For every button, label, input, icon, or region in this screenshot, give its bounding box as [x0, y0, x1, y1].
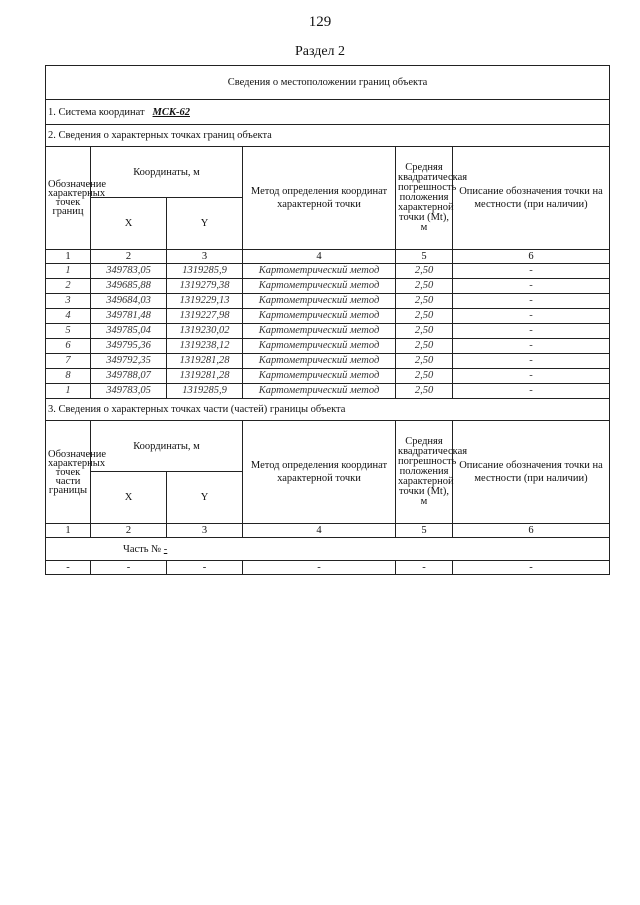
table-title: Сведения о местоположении границ объекта [46, 66, 610, 100]
accuracy-cell: 2,50 [396, 279, 453, 294]
section3-title: 3. Сведения о характерных точках части (частей) границы объекта [46, 399, 610, 421]
method-cell: Картометрический метод [243, 384, 396, 399]
coord-y-cell: 1319285,9 [167, 264, 243, 279]
description-cell: - [453, 369, 610, 384]
point-number-cell: 3 [46, 294, 91, 309]
description-cell: - [453, 354, 610, 369]
column-numbers-row [46, 524, 610, 538]
coord-x-cell: 349783,05 [91, 384, 167, 399]
coord-x-cell: 349684,03 [91, 294, 167, 309]
table-row [46, 339, 610, 354]
method-cell: Картометрический метод [243, 309, 396, 324]
header-accuracy: Средняя квадратическая погрешность положения характерной точки (Mt), м [396, 147, 453, 250]
header-description: Описание обозначения точки на местности (при наличии) [453, 147, 610, 250]
coord-y-cell: 1319281,28 [167, 369, 243, 384]
description-cell: - [453, 264, 610, 279]
accuracy-cell: 2,50 [396, 324, 453, 339]
coord-x-cell: 349685,88 [91, 279, 167, 294]
part-row [46, 538, 610, 561]
column-number: 5 [396, 524, 453, 538]
coord-y-cell: 1319230,02 [167, 324, 243, 339]
method-cell: Картометрический метод [243, 339, 396, 354]
part-empty-row [46, 561, 610, 575]
header-coordinates: Координаты, м [91, 421, 243, 472]
accuracy-cell: 2,50 [396, 369, 453, 384]
accuracy-cell: 2,50 [396, 294, 453, 309]
section-title: Раздел 2 [294, 44, 346, 59]
column-number: 4 [243, 250, 396, 264]
header-description: Описание обозначения точки на местности (при наличии) [453, 421, 610, 524]
accuracy-cell: 2,50 [396, 384, 453, 399]
coord-x-cell: 349792,35 [91, 354, 167, 369]
column-number: 1 [46, 524, 91, 538]
table-row [46, 369, 610, 384]
coord-y-cell: 1319227,98 [167, 309, 243, 324]
column-number: 1 [46, 250, 91, 264]
point-number-cell: 1 [46, 264, 91, 279]
page-number: 129 [308, 14, 332, 30]
coord-y-cell: 1319279,38 [167, 279, 243, 294]
method-cell: Картометрический метод [243, 354, 396, 369]
header-x: X [91, 198, 167, 250]
column-number: 4 [243, 524, 396, 538]
header-point-label: Обозначение характерных точек границ [46, 147, 91, 250]
accuracy-cell: 2,50 [396, 264, 453, 279]
point-number-cell: 6 [46, 339, 91, 354]
coord-x-cell: 349795,36 [91, 339, 167, 354]
empty-cell: - [243, 561, 396, 575]
point-number-cell: 1 [46, 384, 91, 399]
point-number-cell: 2 [46, 279, 91, 294]
column-number: 6 [453, 524, 610, 538]
method-cell: Картометрический метод [243, 369, 396, 384]
column-number: 5 [396, 250, 453, 264]
accuracy-cell: 2,50 [396, 354, 453, 369]
coord-x-cell: 349781,48 [91, 309, 167, 324]
header-accuracy: Средняя квадратическая погрешность положения характерной точки (Mt), м [396, 421, 453, 524]
boundary-table [45, 65, 610, 575]
table-row [46, 324, 610, 339]
coord-y-cell: 1319238,12 [167, 339, 243, 354]
point-number-cell: 8 [46, 369, 91, 384]
empty-cell: - [46, 561, 91, 575]
table-row [46, 309, 610, 324]
table-row [46, 279, 610, 294]
coordinate-system-value: МСК-62 [152, 106, 190, 118]
header-method: Метод определения координат характерной точки [243, 421, 396, 524]
table-row [46, 264, 610, 279]
description-cell: - [453, 324, 610, 339]
table-row [46, 354, 610, 369]
coord-x-cell: 349783,05 [91, 264, 167, 279]
coordinate-system-label: 1. Система координат [48, 106, 145, 118]
coord-y-cell: 1319229,13 [167, 294, 243, 309]
method-cell: Картометрический метод [243, 279, 396, 294]
table-row [46, 384, 610, 399]
point-number-cell: 5 [46, 324, 91, 339]
header-method: Метод определения координат характерной точки [243, 147, 396, 250]
accuracy-cell: 2,50 [396, 339, 453, 354]
empty-cell: - [167, 561, 243, 575]
coord-x-cell: 349788,07 [91, 369, 167, 384]
column-number: 3 [167, 524, 243, 538]
header-x: X [91, 472, 167, 524]
empty-cell: - [453, 561, 610, 575]
header-coordinates: Координаты, м [91, 147, 243, 198]
description-cell: - [453, 294, 610, 309]
empty-cell: - [396, 561, 453, 575]
method-cell: Картометрический метод [243, 294, 396, 309]
table-row [46, 294, 610, 309]
empty-cell: - [91, 561, 167, 575]
description-cell: - [453, 339, 610, 354]
point-rows [46, 264, 610, 399]
header-y: Y [167, 198, 243, 250]
accuracy-cell: 2,50 [396, 309, 453, 324]
column-number: 2 [91, 524, 167, 538]
column-number: 3 [167, 250, 243, 264]
description-cell: - [453, 309, 610, 324]
header-part-point-label: Обозначение характерных точек части границы [46, 421, 91, 524]
coord-y-cell: 1319285,9 [167, 384, 243, 399]
point-number-cell: 4 [46, 309, 91, 324]
method-cell: Картометрический метод [243, 264, 396, 279]
coord-x-cell: 349785,04 [91, 324, 167, 339]
coordinate-system-row [46, 100, 610, 125]
method-cell: Картометрический метод [243, 324, 396, 339]
column-numbers-row [46, 250, 610, 264]
column-number: 2 [91, 250, 167, 264]
description-cell: - [453, 279, 610, 294]
part-value: - [163, 543, 168, 555]
part-label: Часть № [123, 543, 162, 555]
section2-title: 2. Сведения о характерных точках границ объекта [46, 125, 610, 147]
column-number: 6 [453, 250, 610, 264]
header-y: Y [167, 472, 243, 524]
coord-y-cell: 1319281,28 [167, 354, 243, 369]
description-cell: - [453, 384, 610, 399]
point-number-cell: 7 [46, 354, 91, 369]
